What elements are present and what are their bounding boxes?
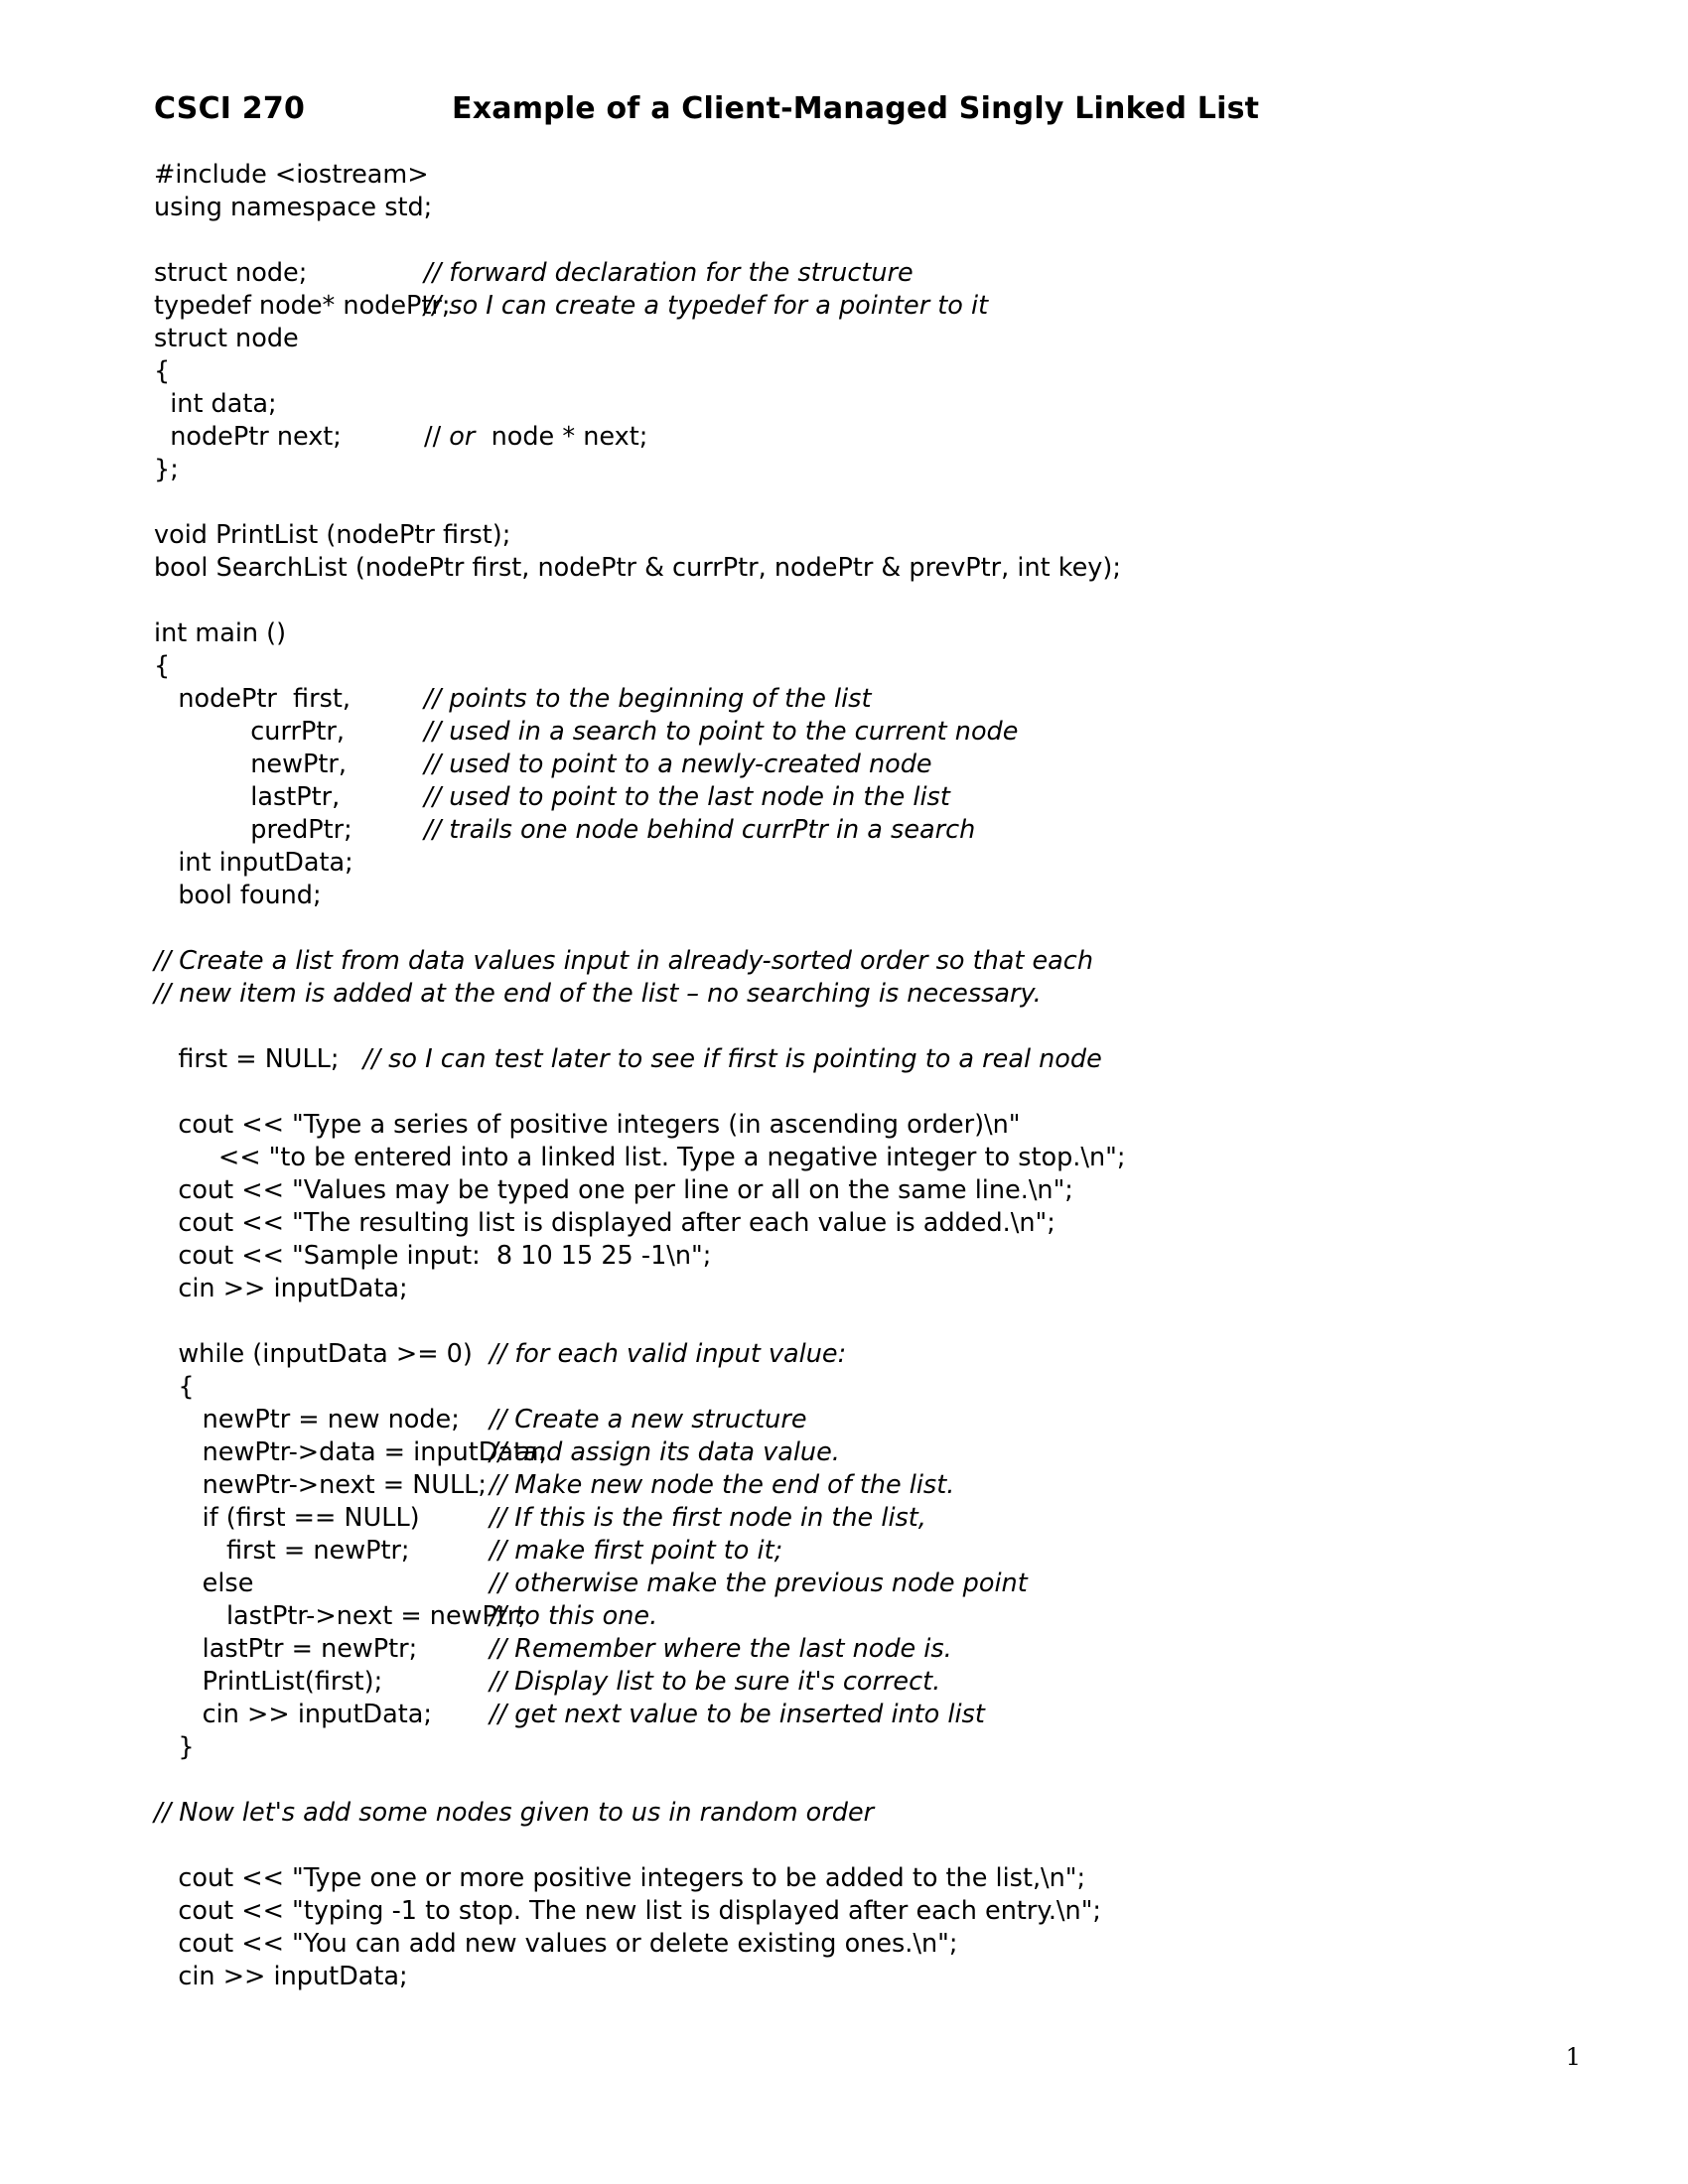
- page-title: Example of a Client-Managed Singly Linked List: [452, 91, 1260, 126]
- blank-line: [154, 1076, 1564, 1109]
- code-comment: // so I can create a typedef for a pointer to it: [424, 291, 989, 321]
- comment-create-list-1: // Create a list from data values input in already-sorted order so that each: [154, 946, 1093, 976]
- code-line-else: [154, 1568, 1564, 1600]
- code-text: newPtr->next = NULL;: [154, 1470, 487, 1500]
- code-comment: // get next value to be inserted into list: [490, 1700, 985, 1729]
- code-line-if-first-null: [154, 1502, 1564, 1535]
- code-text: if (first == NULL): [154, 1503, 420, 1533]
- code-line-proto-searchlist: bool SearchList (nodePtr first, nodePtr & currPtr, nodePtr & prevPtr, int key);: [154, 553, 1121, 583]
- code-comment: // otherwise make the previous node point: [490, 1569, 1028, 1598]
- code-text: typedef node* nodePtr;: [154, 291, 451, 321]
- course-code: CSCI 270: [154, 91, 306, 126]
- code-line-decl-predptr: [154, 814, 1564, 847]
- code-comment: [424, 421, 647, 454]
- code-line-int-inputdata: int inputData;: [154, 848, 353, 878]
- code-line-final-cout-3: cout << "You can add new values or delete existing ones.\n";: [154, 1929, 958, 1959]
- code-line-using: using namespace std;: [154, 193, 433, 222]
- code-line-cout-5: cout << "Sample input: 8 10 15 25 -1\n";: [154, 1241, 712, 1271]
- code-line-first-newptr: [154, 1535, 1564, 1568]
- code-comment: // Remember where the last node is.: [490, 1634, 952, 1664]
- code-line-cin-loop: [154, 1699, 1564, 1731]
- code-text: lastPtr,: [154, 782, 341, 812]
- code-line-proto-printlist: void PrintList (nodePtr first);: [154, 520, 511, 550]
- code-text: newPtr,: [154, 750, 347, 779]
- code-text: predPtr;: [154, 815, 352, 845]
- code-line-include: #include <iostream>: [154, 160, 429, 190]
- code-text: lastPtr = newPtr;: [154, 1634, 418, 1664]
- code-text: cin >> inputData;: [154, 1700, 432, 1729]
- code-line-while: [154, 1338, 1564, 1371]
- code-text: newPtr->data = inputData;: [154, 1437, 548, 1467]
- comment-create-list-2: // new item is added at the end of the list – no searching is necessary.: [154, 979, 1042, 1009]
- code-text: first = newPtr;: [154, 1536, 410, 1566]
- code-text: struct node;: [154, 258, 308, 288]
- code-comment: // Make new node the end of the list.: [490, 1470, 955, 1500]
- blank-line: [154, 224, 1564, 257]
- code-comment: // make first point to it;: [490, 1536, 783, 1566]
- code-line-int-data: int data;: [154, 389, 277, 419]
- code-line-nodeptr-next: [154, 421, 1564, 454]
- code-line-final-cout-2: cout << "typing -1 to stop. The new list is displayed after each entry.\n";: [154, 1896, 1102, 1926]
- comment-tail: node * next;: [475, 422, 648, 452]
- blank-line: [154, 1830, 1564, 1862]
- code-comment: // used in a search to point to the current node: [424, 717, 1019, 747]
- blank-line: [154, 585, 1564, 617]
- code-comment: // used to point to a newly-created node: [424, 750, 932, 779]
- code-comment: // Display list to be sure it's correct.: [490, 1667, 941, 1697]
- blank-line: [154, 1764, 1564, 1797]
- code-line-lastptr-next: [154, 1600, 1564, 1633]
- code-line-decl-lastptr: [154, 781, 1564, 814]
- comment-random-order: // Now let's add some nodes given to us in random order: [154, 1798, 875, 1828]
- code-comment: // If this is the first node in the list,: [490, 1503, 926, 1533]
- code-line-struct-close: };: [154, 455, 179, 484]
- code-line-cout-4: cout << "The resulting list is displayed after each value is added.\n";: [154, 1208, 1055, 1238]
- code-line-newptr-next: [154, 1469, 1564, 1502]
- code-line-lastptr-assign: [154, 1633, 1564, 1666]
- code-line-main-brace: {: [154, 651, 171, 681]
- blank-line: [154, 486, 1564, 519]
- code-line-while-brace: {: [154, 1372, 195, 1402]
- code-text: first = NULL;: [154, 1044, 363, 1074]
- blank-line: [154, 1305, 1564, 1338]
- page-number: 1: [1565, 2043, 1581, 2071]
- code-comment: // forward declaration for the structure: [424, 258, 914, 288]
- comment-keyword-or: or: [449, 422, 476, 452]
- code-line-struct-node: struct node: [154, 324, 299, 353]
- page-header: [154, 91, 1544, 126]
- code-line-cout-3: cout << "Values may be typed one per line or all on the same line.\n";: [154, 1175, 1073, 1205]
- code-line-cout-1: cout << "Type a series of positive integers (in ascending order)\n": [154, 1110, 1021, 1140]
- code-line-brace-open: {: [154, 356, 171, 386]
- code-text: currPtr,: [154, 717, 345, 747]
- code-line-final-cout-1: cout << "Type one or more positive integers to be added to the list,\n";: [154, 1863, 1086, 1893]
- code-comment: // for each valid input value:: [490, 1339, 847, 1369]
- code-text: while (inputData >= 0): [154, 1339, 473, 1369]
- code-line-newptr-data: [154, 1436, 1564, 1469]
- code-line-main: int main (): [154, 618, 287, 648]
- code-text: lastPtr->next = newPtr;: [154, 1601, 526, 1631]
- code-text: nodePtr first,: [154, 684, 351, 714]
- code-line-decl-first: [154, 683, 1564, 716]
- code-comment: // to this one.: [490, 1601, 658, 1631]
- code-line-cin-1: cin >> inputData;: [154, 1274, 408, 1303]
- code-listing: [154, 159, 1564, 1993]
- code-comment: // trails one node behind currPtr in a search: [424, 815, 976, 845]
- code-line-typedef: [154, 290, 1564, 323]
- code-line-final-cin: cin >> inputData;: [154, 1962, 408, 1991]
- code-comment: // Create a new structure: [490, 1405, 807, 1434]
- code-line-printlist: [154, 1666, 1564, 1699]
- blank-line: [154, 1011, 1564, 1043]
- code-line-decl-currptr: [154, 716, 1564, 749]
- comment-slashes: //: [424, 422, 450, 452]
- blank-line: [154, 912, 1564, 945]
- code-comment: // and assign its data value.: [490, 1437, 840, 1467]
- code-comment: // points to the beginning of the list: [424, 684, 872, 714]
- code-line-struct-fwd: [154, 257, 1564, 290]
- code-line-decl-newptr: [154, 749, 1564, 781]
- code-line-first-null: [154, 1043, 1564, 1076]
- code-text: PrintList(first);: [154, 1667, 383, 1697]
- code-comment: // used to point to the last node in the list: [424, 782, 950, 812]
- code-text: nodePtr next;: [154, 422, 342, 452]
- code-line-bool-found: bool found;: [154, 881, 322, 910]
- code-line-cout-2: << "to be entered into a linked list. Type a negative integer to stop.\n";: [154, 1143, 1126, 1172]
- code-text: else: [154, 1569, 254, 1598]
- code-comment: // so I can test later to see if first is pointing to a real node: [362, 1044, 1102, 1074]
- code-text: newPtr = new node;: [154, 1405, 460, 1434]
- code-line-while-close: }: [154, 1732, 195, 1762]
- code-line-newptr-new: [154, 1404, 1564, 1436]
